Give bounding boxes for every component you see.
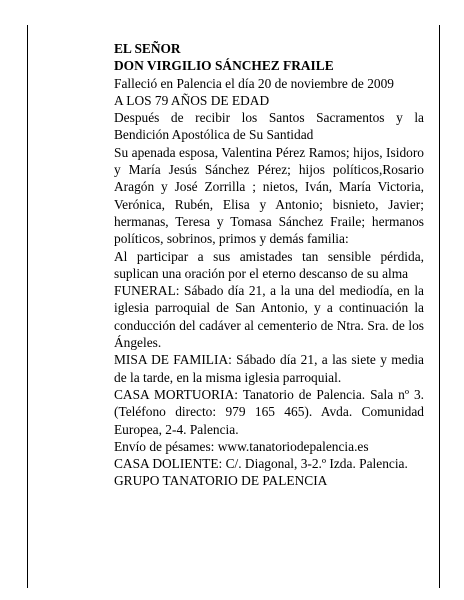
prayer-request-paragraph: Al participar a sus amistades tan sensible pérdida, suplican una oración por el eterno descanso de su alma — [114, 248, 424, 281]
deceased-name: DON VIRGILIO SÁNCHEZ FRAILE — [114, 58, 334, 74]
family-paragraph: Su apenada esposa, Valentina Pérez Ramos; hijos, Isidoro y María Jesús Sánchez Pérez; hijos políticos,Rosario Aragón y José Zorrilla ; nietos, Iván, María Victoria, Verónica, Rubén, Elisa y Antonio; bisnieto, Javier; hermanas, Teresa y Tomasa Sánchez Fraile; hermanos políticos, sobrinos, primos y demás familia: — [114, 144, 424, 247]
funeral-home-group: GRUPO TANATORIO DE PALENCIA — [114, 473, 328, 489]
age-line: A LOS 79 AÑOS DE EDAD — [114, 92, 270, 108]
condolences-line: Envío de pésames: www.tanatoriodepalencia.es — [114, 438, 369, 454]
obituary-notice — [114, 40, 424, 490]
death-date-line: Falleció en Palencia el día 20 de noviembre de 2009 — [114, 75, 394, 91]
sacraments-paragraph: Después de recibir los Santos Sacramentos y la Bendición Apostólica de Su Santidad — [114, 110, 424, 143]
mourning-house-line: CASA DOLIENTE: C/. Diagonal, 3-2.º Izda. Palencia. — [114, 456, 408, 472]
notice-title: EL SEÑOR — [114, 41, 181, 56]
family-mass-paragraph: MISA DE FAMILIA: Sábado día 21, a las siete y media de la tarde, en la misma iglesia parroquial. — [114, 352, 424, 385]
mortuary-paragraph: CASA MORTUORIA: Tanatorio de Palencia. Sala nº 3. (Teléfono directo: 979 165 465). Avda. Comunidad Europea, 2-4. Palencia. — [114, 386, 424, 437]
funeral-paragraph: FUNERAL: Sábado día 21, a la una del mediodía, en la iglesia parroquial de San Antonio, y a continuación la conducción del cadáver al cementerio de Ntra. Sra. de los Ángeles. — [114, 283, 424, 351]
